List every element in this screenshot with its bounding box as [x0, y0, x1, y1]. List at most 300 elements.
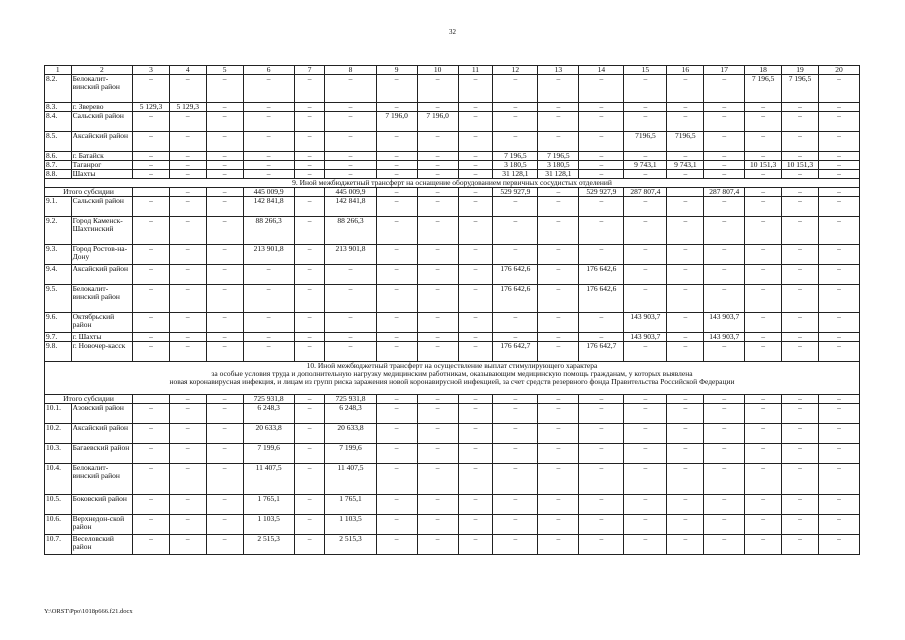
value-cell: 1 765,1: [243, 495, 294, 515]
value-cell: –: [538, 535, 579, 555]
value-cell: –: [294, 464, 325, 495]
value-cell: –: [538, 444, 579, 464]
section-heading-row: [45, 179, 860, 188]
value-cell: –: [579, 152, 624, 161]
column-number-cell: 4: [169, 66, 206, 75]
district-name-cell: г. Шахты: [71, 333, 132, 342]
section-heading-row: [45, 362, 860, 395]
value-cell: –: [624, 245, 667, 265]
value-cell: –: [243, 285, 294, 313]
value-cell: 10 151,3: [745, 161, 782, 170]
value-cell: 287 807,4: [624, 188, 667, 197]
value-cell: –: [243, 152, 294, 161]
value-cell: –: [206, 197, 243, 217]
value-cell: –: [818, 188, 859, 197]
value-cell: –: [782, 313, 819, 333]
value-cell: –: [417, 161, 458, 170]
value-cell: –: [169, 245, 206, 265]
column-number-cell: 20: [818, 66, 859, 75]
total-row: [45, 395, 860, 404]
value-cell: –: [417, 342, 458, 362]
value-cell: –: [133, 444, 170, 464]
value-cell: –: [325, 132, 376, 152]
value-cell: –: [294, 424, 325, 444]
value-cell: –: [579, 333, 624, 342]
value-cell: 142 841,8: [325, 197, 376, 217]
value-cell: –: [376, 75, 417, 103]
value-cell: –: [294, 285, 325, 313]
value-cell: –: [325, 170, 376, 179]
value-cell: –: [169, 515, 206, 535]
value-cell: –: [493, 395, 538, 404]
value-cell: –: [169, 342, 206, 362]
value-cell: –: [169, 188, 206, 197]
value-cell: –: [745, 404, 782, 424]
value-cell: –: [294, 112, 325, 132]
value-cell: –: [133, 333, 170, 342]
value-cell: –: [704, 444, 745, 464]
value-cell: –: [782, 103, 819, 112]
row-number-cell: 9.2.: [45, 217, 72, 245]
column-number-cell: 14: [579, 66, 624, 75]
value-cell: 10 151,3: [782, 161, 819, 170]
value-cell: –: [206, 112, 243, 132]
value-cell: –: [417, 333, 458, 342]
value-cell: –: [745, 424, 782, 444]
value-cell: –: [624, 535, 667, 555]
value-cell: 20 633,8: [243, 424, 294, 444]
column-number-cell: 3: [133, 66, 170, 75]
value-cell: –: [417, 245, 458, 265]
value-cell: –: [667, 285, 704, 313]
value-cell: –: [579, 217, 624, 245]
value-cell: 445 009,9: [243, 188, 294, 197]
value-cell: –: [294, 404, 325, 424]
value-cell: 287 807,4: [704, 188, 745, 197]
value-cell: –: [458, 112, 493, 132]
value-cell: –: [538, 404, 579, 424]
value-cell: –: [745, 444, 782, 464]
row-number-cell: 9.1.: [45, 197, 72, 217]
value-cell: –: [417, 132, 458, 152]
value-cell: –: [818, 395, 859, 404]
value-cell: –: [704, 112, 745, 132]
value-cell: –: [325, 152, 376, 161]
value-cell: 7 196,0: [376, 112, 417, 132]
value-cell: –: [169, 132, 206, 152]
district-name-cell: г. Батайск: [71, 152, 132, 161]
table-row: [45, 75, 860, 103]
value-cell: –: [325, 265, 376, 285]
district-name-cell: Багаевский район: [71, 444, 132, 464]
value-cell: –: [538, 464, 579, 495]
section-heading-line: 10. Иной межбюджетный трансферт на осуществление выплат стимулирующего характера: [306, 361, 598, 370]
district-name-cell: Сальский район: [71, 112, 132, 132]
value-cell: –: [169, 217, 206, 245]
value-cell: –: [818, 170, 859, 179]
table-row: [45, 170, 860, 179]
value-cell: –: [493, 464, 538, 495]
value-cell: –: [133, 197, 170, 217]
value-cell: –: [538, 265, 579, 285]
value-cell: –: [745, 170, 782, 179]
value-cell: –: [624, 395, 667, 404]
value-cell: –: [294, 170, 325, 179]
value-cell: –: [818, 265, 859, 285]
value-cell: –: [538, 245, 579, 265]
value-cell: –: [417, 535, 458, 555]
value-cell: –: [206, 313, 243, 333]
district-name-cell: г. Зверево: [71, 103, 132, 112]
value-cell: –: [818, 333, 859, 342]
total-label: Итого субсидии: [45, 395, 133, 404]
value-cell: –: [206, 285, 243, 313]
value-cell: –: [169, 265, 206, 285]
value-cell: –: [376, 404, 417, 424]
total-label: Итого субсидии: [45, 188, 133, 197]
value-cell: –: [376, 265, 417, 285]
value-cell: –: [667, 170, 704, 179]
value-cell: –: [294, 152, 325, 161]
value-cell: –: [745, 112, 782, 132]
value-cell: –: [782, 535, 819, 555]
value-cell: –: [294, 265, 325, 285]
value-cell: –: [579, 75, 624, 103]
district-name-cell: Сальский район: [71, 197, 132, 217]
table-container: [44, 65, 860, 555]
column-number-cell: 11: [458, 66, 493, 75]
value-cell: –: [133, 424, 170, 444]
value-cell: –: [704, 197, 745, 217]
value-cell: –: [294, 197, 325, 217]
value-cell: –: [169, 285, 206, 313]
value-cell: –: [169, 404, 206, 424]
value-cell: –: [294, 395, 325, 404]
value-cell: –: [458, 342, 493, 362]
value-cell: –: [782, 444, 819, 464]
value-cell: –: [294, 75, 325, 103]
value-cell: –: [294, 342, 325, 362]
value-cell: –: [458, 424, 493, 444]
value-cell: [294, 188, 325, 197]
value-cell: 7196,5: [624, 132, 667, 152]
value-cell: –: [667, 342, 704, 362]
value-cell: –: [667, 245, 704, 265]
value-cell: –: [458, 395, 493, 404]
value-cell: –: [206, 132, 243, 152]
value-cell: 143 903,7: [624, 313, 667, 333]
value-cell: 88 266,3: [243, 217, 294, 245]
value-cell: –: [169, 464, 206, 495]
value-cell: –: [704, 464, 745, 495]
value-cell: –: [624, 424, 667, 444]
row-number-cell: 10.6.: [45, 515, 72, 535]
value-cell: –: [376, 464, 417, 495]
value-cell: –: [704, 395, 745, 404]
value-cell: –: [624, 152, 667, 161]
value-cell: –: [745, 265, 782, 285]
value-cell: –: [458, 495, 493, 515]
value-cell: –: [745, 395, 782, 404]
value-cell: –: [376, 333, 417, 342]
value-cell: 88 266,3: [325, 217, 376, 245]
table-row: [45, 112, 860, 132]
value-cell: –: [704, 103, 745, 112]
value-cell: –: [818, 515, 859, 535]
section-heading-line: за особые условия труда и дополнительную нагрузку медицинским работникам, оказывающим медицинскую помощь гражданам, у которых выявлена: [211, 369, 693, 378]
value-cell: –: [782, 197, 819, 217]
value-cell: –: [579, 444, 624, 464]
value-cell: –: [624, 464, 667, 495]
value-cell: 5 129,3: [169, 103, 206, 112]
value-cell: 9 743,1: [667, 161, 704, 170]
value-cell: –: [243, 132, 294, 152]
value-cell: –: [782, 464, 819, 495]
value-cell: –: [667, 112, 704, 132]
value-cell: –: [169, 161, 206, 170]
value-cell: –: [169, 170, 206, 179]
value-cell: 529 927,9: [493, 188, 538, 197]
value-cell: –: [169, 424, 206, 444]
value-cell: –: [206, 515, 243, 535]
value-cell: –: [667, 464, 704, 495]
value-cell: –: [579, 404, 624, 424]
value-cell: –: [782, 342, 819, 362]
value-cell: –: [376, 188, 417, 197]
value-cell: 11 407,5: [325, 464, 376, 495]
value-cell: –: [667, 404, 704, 424]
value-cell: –: [493, 103, 538, 112]
value-cell: 176 642,7: [493, 342, 538, 362]
value-cell: –: [169, 112, 206, 132]
value-cell: –: [745, 188, 782, 197]
value-cell: –: [133, 535, 170, 555]
value-cell: –: [206, 75, 243, 103]
value-cell: –: [294, 217, 325, 245]
value-cell: –: [745, 245, 782, 265]
value-cell: –: [376, 170, 417, 179]
value-cell: –: [538, 112, 579, 132]
district-name-cell: Октябрьский район: [71, 313, 132, 333]
value-cell: 143 903,7: [704, 313, 745, 333]
value-cell: –: [782, 188, 819, 197]
value-cell: –: [818, 103, 859, 112]
value-cell: –: [169, 495, 206, 515]
value-cell: –: [624, 217, 667, 245]
value-cell: –: [417, 444, 458, 464]
row-number-cell: 10.3.: [45, 444, 72, 464]
value-cell: –: [782, 152, 819, 161]
value-cell: –: [206, 535, 243, 555]
value-cell: –: [206, 265, 243, 285]
value-cell: –: [704, 170, 745, 179]
value-cell: –: [206, 464, 243, 495]
value-cell: –: [243, 342, 294, 362]
value-cell: –: [579, 161, 624, 170]
value-cell: –: [624, 404, 667, 424]
table-row: [45, 424, 860, 444]
value-cell: –: [243, 112, 294, 132]
value-cell: –: [493, 197, 538, 217]
value-cell: –: [206, 103, 243, 112]
value-cell: –: [667, 395, 704, 404]
value-cell: –: [376, 535, 417, 555]
value-cell: –: [818, 132, 859, 152]
value-cell: –: [417, 265, 458, 285]
value-cell: 6 248,3: [243, 404, 294, 424]
value-cell: –: [417, 313, 458, 333]
district-name-cell: Аксайский район: [71, 132, 132, 152]
value-cell: –: [294, 245, 325, 265]
value-cell: –: [325, 112, 376, 132]
district-name-cell: Боковский район: [71, 495, 132, 515]
section-heading-line: новая коронавирусная инфекция, и лицам из групп риска заражения новой коронавирусной инфекцией, за счет средств резервного фонда Правительства Российской Федерации: [169, 377, 735, 386]
value-cell: –: [206, 152, 243, 161]
value-cell: –: [133, 515, 170, 535]
table-row: [45, 342, 860, 362]
value-cell: –: [243, 313, 294, 333]
value-cell: –: [133, 313, 170, 333]
value-cell: –: [704, 217, 745, 245]
value-cell: [133, 188, 170, 197]
value-cell: 7 199,6: [243, 444, 294, 464]
value-cell: –: [376, 161, 417, 170]
value-cell: –: [782, 245, 819, 265]
value-cell: –: [206, 217, 243, 245]
value-cell: –: [745, 495, 782, 515]
value-cell: –: [376, 424, 417, 444]
value-cell: –: [458, 152, 493, 161]
value-cell: –: [325, 75, 376, 103]
value-cell: –: [667, 515, 704, 535]
column-number-cell: 12: [493, 66, 538, 75]
value-cell: 176 642,6: [579, 265, 624, 285]
value-cell: –: [493, 495, 538, 515]
value-cell: –: [782, 395, 819, 404]
district-name-cell: г. Новочер-касск: [71, 342, 132, 362]
value-cell: –: [745, 103, 782, 112]
value-cell: –: [745, 132, 782, 152]
district-name-cell: Белокалит-винский район: [71, 464, 132, 495]
value-cell: –: [243, 103, 294, 112]
value-cell: 445 009,9: [325, 188, 376, 197]
value-cell: 7 196,5: [782, 75, 819, 103]
value-cell: –: [206, 424, 243, 444]
value-cell: –: [206, 188, 243, 197]
value-cell: –: [243, 75, 294, 103]
value-cell: –: [782, 112, 819, 132]
table-row: [45, 197, 860, 217]
table-row: [45, 265, 860, 285]
value-cell: 213 901,8: [243, 245, 294, 265]
value-cell: 6 248,3: [325, 404, 376, 424]
value-cell: 2 515,3: [325, 535, 376, 555]
value-cell: –: [818, 444, 859, 464]
value-cell: 176 642,6: [493, 285, 538, 313]
row-number-cell: 8.7.: [45, 161, 72, 170]
row-number-cell: 9.4.: [45, 265, 72, 285]
table-row: [45, 217, 860, 245]
value-cell: –: [376, 515, 417, 535]
value-cell: –: [417, 424, 458, 444]
row-number-cell: 10.5.: [45, 495, 72, 515]
row-number-cell: 8.2.: [45, 75, 72, 103]
value-cell: –: [704, 132, 745, 152]
value-cell: –: [745, 152, 782, 161]
column-number-cell: 5: [206, 66, 243, 75]
value-cell: –: [133, 285, 170, 313]
value-cell: –: [133, 265, 170, 285]
value-cell: 7 199,6: [325, 444, 376, 464]
value-cell: –: [538, 342, 579, 362]
district-name-cell: Аксайский район: [71, 424, 132, 444]
value-cell: –: [169, 152, 206, 161]
section-heading: [45, 362, 860, 395]
value-cell: 5 129,3: [133, 103, 170, 112]
value-cell: –: [417, 404, 458, 424]
value-cell: –: [169, 75, 206, 103]
value-cell: –: [579, 170, 624, 179]
value-cell: –: [745, 313, 782, 333]
value-cell: –: [458, 464, 493, 495]
district-name-cell: Белокалит-винский район: [71, 75, 132, 103]
value-cell: –: [133, 75, 170, 103]
value-cell: –: [538, 495, 579, 515]
value-cell: –: [538, 333, 579, 342]
value-cell: –: [704, 404, 745, 424]
value-cell: –: [745, 285, 782, 313]
value-cell: –: [624, 170, 667, 179]
value-cell: –: [818, 245, 859, 265]
value-cell: –: [782, 285, 819, 313]
value-cell: –: [169, 395, 206, 404]
value-cell: –: [493, 245, 538, 265]
value-cell: –: [704, 515, 745, 535]
value-cell: –: [818, 112, 859, 132]
value-cell: –: [579, 313, 624, 333]
value-cell: –: [818, 75, 859, 103]
value-cell: –: [624, 103, 667, 112]
value-cell: –: [417, 285, 458, 313]
district-name-cell: Белокалит-винский район: [71, 285, 132, 313]
value-cell: 176 642,7: [579, 342, 624, 362]
value-cell: 7 196,5: [538, 152, 579, 161]
value-cell: 725 931,8: [243, 395, 294, 404]
value-cell: 7 196,5: [493, 152, 538, 161]
value-cell: –: [579, 132, 624, 152]
value-cell: –: [745, 217, 782, 245]
column-number-cell: 6: [243, 66, 294, 75]
value-cell: –: [133, 464, 170, 495]
value-cell: –: [667, 75, 704, 103]
value-cell: –: [458, 170, 493, 179]
value-cell: –: [818, 152, 859, 161]
value-cell: 1 103,5: [325, 515, 376, 535]
value-cell: –: [667, 313, 704, 333]
value-cell: –: [376, 395, 417, 404]
value-cell: 142 841,8: [243, 197, 294, 217]
value-cell: –: [624, 197, 667, 217]
value-cell: –: [818, 495, 859, 515]
value-cell: 20 633,8: [325, 424, 376, 444]
table-row: [45, 285, 860, 313]
value-cell: –: [818, 285, 859, 313]
table-row: [45, 313, 860, 333]
value-cell: –: [745, 333, 782, 342]
row-number-cell: 8.4.: [45, 112, 72, 132]
value-cell: –: [294, 535, 325, 555]
value-cell: –: [538, 132, 579, 152]
